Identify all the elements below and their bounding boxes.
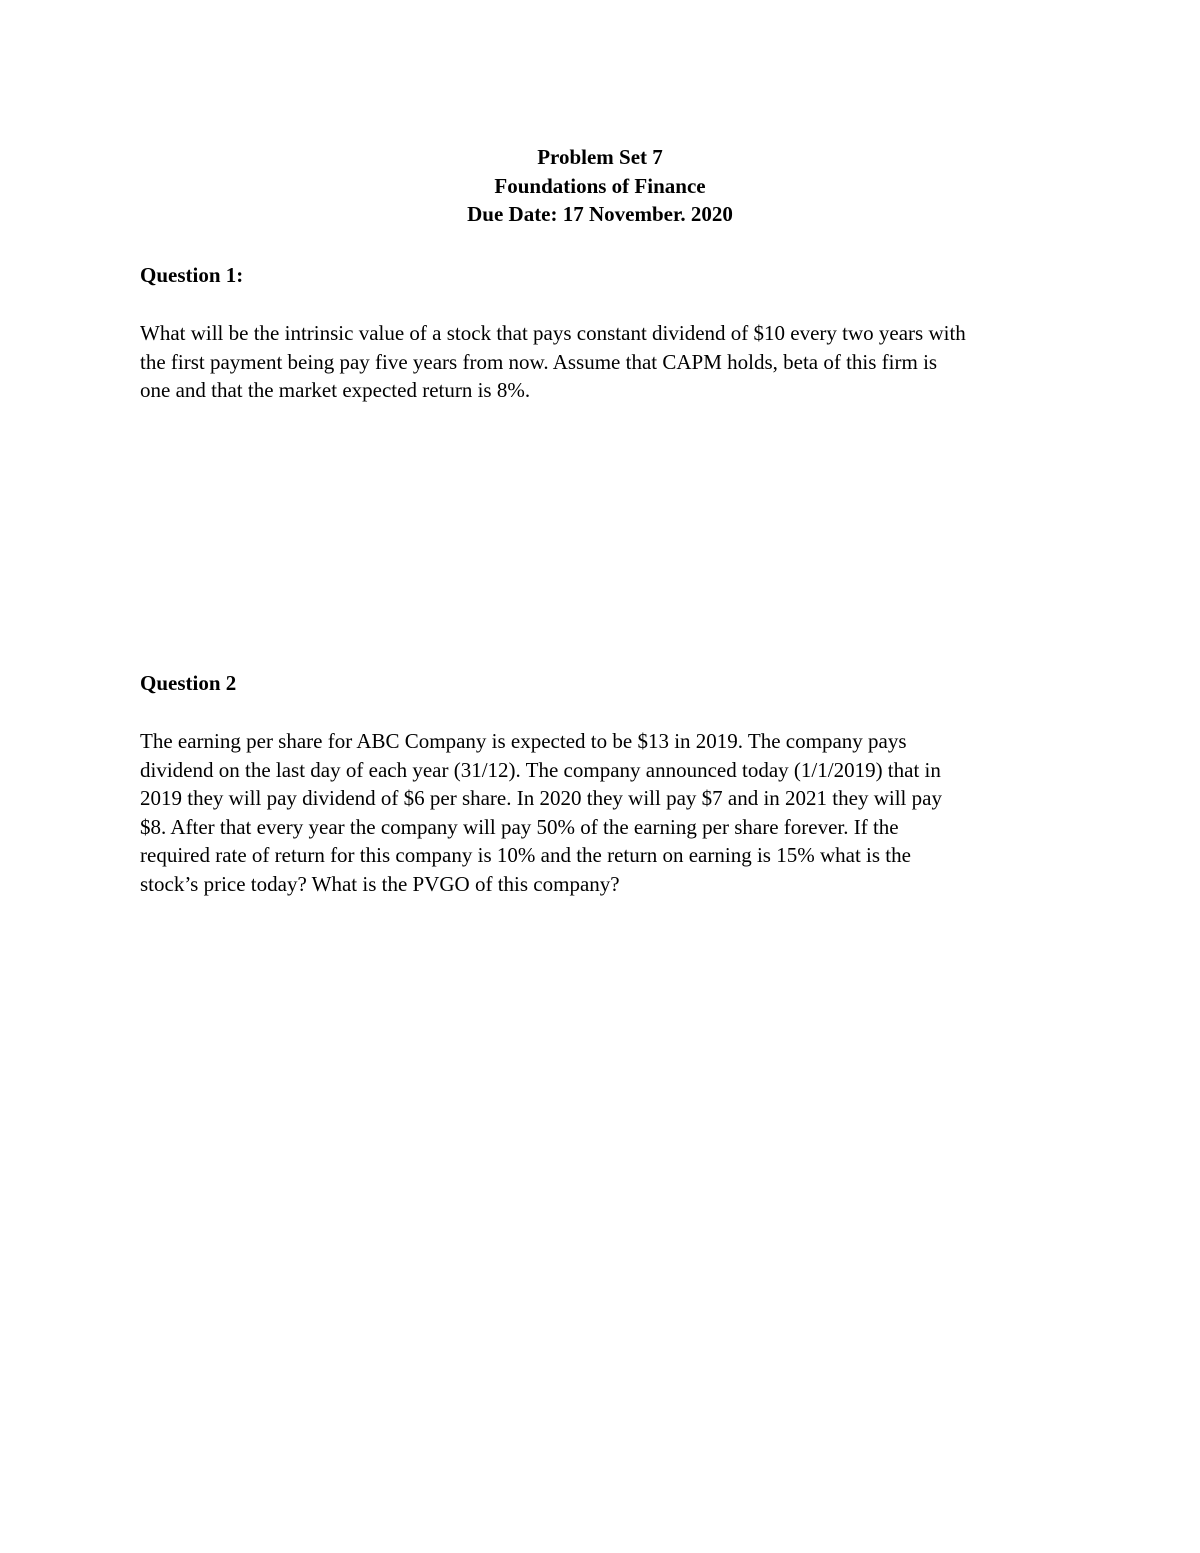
- question-1-line: one and that the market expected return is 8%.: [140, 378, 531, 402]
- question-1-text: [140, 319, 1070, 405]
- question-2-text: [140, 727, 1070, 898]
- question-2-line: dividend on the last day of each year (31/12). The company announced today (1/1/2019) that in: [140, 757, 941, 782]
- question-1-line: the first payment being pay five years from now. Assume that CAPM holds, beta of this firm is: [140, 349, 938, 374]
- problem-set-title: Problem Set 7: [537, 145, 663, 169]
- question-2-line: $8. After that every year the company will pay 50% of the earning per share forever. If the: [140, 814, 899, 839]
- question-2-line: 2019 they will pay dividend of $6 per share. In 2020 they will pay $7 and in 2021 they will pay: [140, 786, 942, 810]
- question-2-line: stock’s price today? What is the PVGO of this company?: [140, 871, 620, 896]
- question-1-heading: Question 1:: [140, 263, 244, 287]
- question-2-line: required rate of return for this company is 10% and the return on earning is 15% what is the: [140, 843, 911, 867]
- question-1-line: What will be the intrinsic value of a stock that pays constant dividend of $10 every two years with: [140, 321, 966, 345]
- question-2-line: The earning per share for ABC Company is expected to be $13 in 2019. The company pays: [140, 729, 907, 753]
- course-name: Foundations of Finance: [494, 173, 706, 198]
- due-date: Due Date: 17 November. 2020: [467, 202, 733, 226]
- document-header: [0, 143, 1200, 229]
- question-2-heading: Question 2: [140, 671, 237, 695]
